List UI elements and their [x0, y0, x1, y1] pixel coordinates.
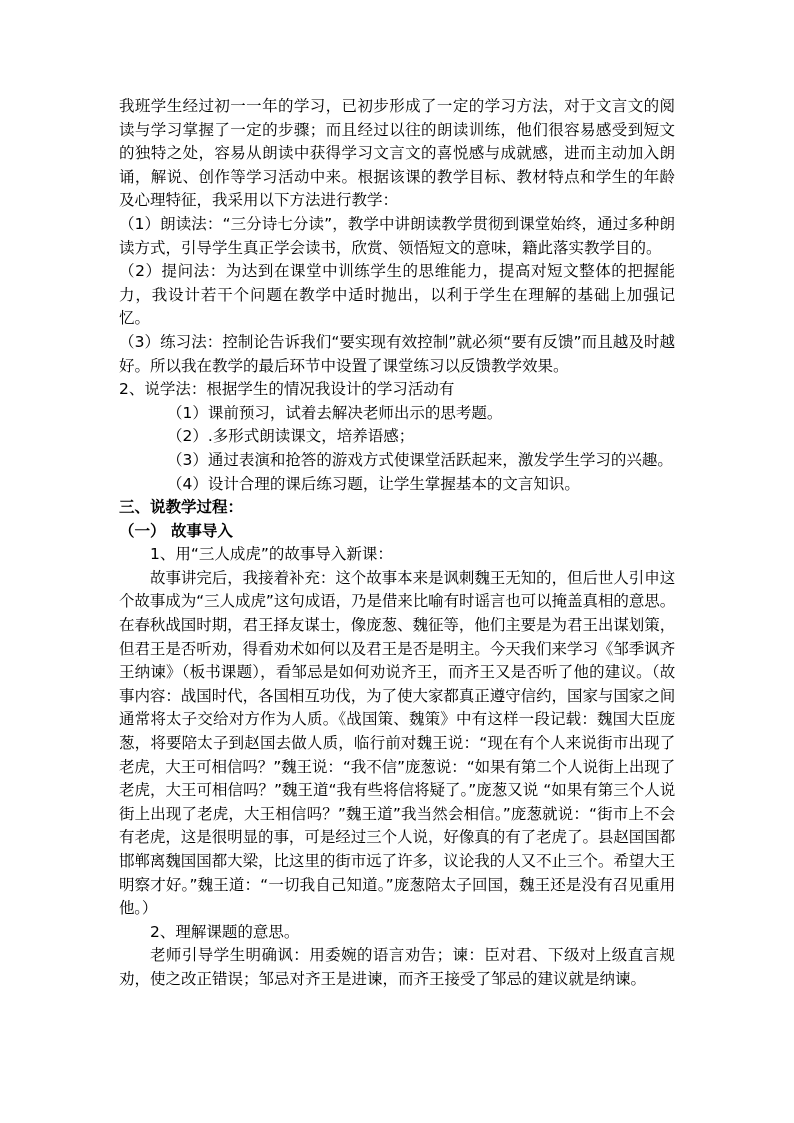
paragraph-story: 故事讲完后，我接着补充：这个故事本来是讽刺魏王无知的，但后世人引申这个故事成为“三人成虎”这句成语，乃是借来比喻有时谣言也可以掩盖真相的意思。在春秋战国时期，君王择友谋士，像庞葱、魏征等，他们主要是为君王出谋划策，但君王是否听劝，得看劝术如何以及君王是否是明主。今天我们来学习《邹季讽齐王纳谏》（板书课题），看邹忌是如何劝说齐王，而齐王又是否听了他的建议。（故事内容：战国时代，各国相互功伐，为了使大家都真正遵守信约，国家与国家之间通常将太子交给对方作为人质。《战国策、魏策》中有这样一段记载：魏国大臣庞葱，将要陪太子到赵国去做人质，临行前对魏王说：“现在有个人来说街市出现了老虎，大王可相信吗？”魏王说：“我不信”庞葱说：“如果有第二个人说街上出现了老虎，大王可相信吗？”魏王道“我有些将信将疑了。”庞葱又说 “如果有第三个人说街上出现了老虎，大王相信吗？”魏王道”我当然会相信。”庞葱就说：“街市上不会有老虎，这是很明显的事，可是经过三个人说，好像真的有了老虎了。县赵国国都邯郸离魏国国都大梁，比这里的街市远了许多，议论我的人又不止三个。希望大王明察才好。”魏王道：“一切我自己知道。”庞葱陪太子回国，魏王还是没有召见重用他。）: [119, 568, 675, 918]
heading-learning-method: 2、说学法：根据学生的情况我设计的学习活动有: [119, 380, 455, 399]
list-item-exercises: （4）设计合理的课后练习题，让学生掌握基本的文言知识。: [167, 474, 580, 493]
step-title-meaning: 2、理解课题的意思。: [150, 922, 300, 941]
paragraph-student-analysis: 我班学生经过初一一年的学习，已初步形成了一定的学习方法，对于文言文的阅读与学习掌握了一定的步骤；而且经过以往的朗读训练，他们很容易感受到短文的独特之处，容易从朗读中获得学习文言文的喜悦感与成就感，进而主动加入朗诵，解说、创作等学习活动中来。根据该课的教学目标、教材特点和学生的年龄及心理特征，我采用以下方法进行教学：: [119, 97, 675, 210]
list-item-games: （3）通过表演和抢答的游戏方式使课堂活跃起来，激发学生学习的兴趣。: [167, 450, 673, 469]
subheading-story-intro: （一） 故事导入: [119, 521, 233, 540]
document-page: [119, 95, 675, 992]
list-item-reading: （2）.多形式朗读课文，培养语感；: [167, 427, 415, 446]
list-item-preview: （1）课前预习，试着去解决老师出示的思考题。: [167, 403, 503, 422]
paragraph-method-practice: （3）练习法：控制论告诉我们“要实现有效控制”就必须“要有反馈”而且越及时越好。所以我在教学的最后环节中设置了课堂练习以反馈教学效果。: [119, 332, 675, 375]
step-story-intro: 1、用“三人成虎”的故事导入新课：: [150, 545, 393, 564]
paragraph-title-explanation: 老师引导学生明确讽：用委婉的语言劝告；谏：臣对君、下级对上级直言规劝，使之改正错误；邹忌对齐王是进谏，而齐王接受了邹忌的建议就是纳谏。: [119, 946, 675, 988]
section-heading-teaching-process: 三、说教学过程：: [119, 498, 244, 517]
paragraph-method-questioning: （2）提问法：为达到在课堂中训练学生的思维能力，提高对短文整体的把握能力，我设计若干个问题在教学中适时抛出，以利于学生在理解的基础上加强记忆。: [119, 262, 675, 328]
paragraph-method-reading: （1）朗读法：“三分诗七分读”，教学中讲朗读教学贯彻到课堂始终，通过多种朗读方式，引导学生真正学会读书，欣赏、领悟短文的意味，籍此落实教学目的。: [119, 214, 675, 257]
